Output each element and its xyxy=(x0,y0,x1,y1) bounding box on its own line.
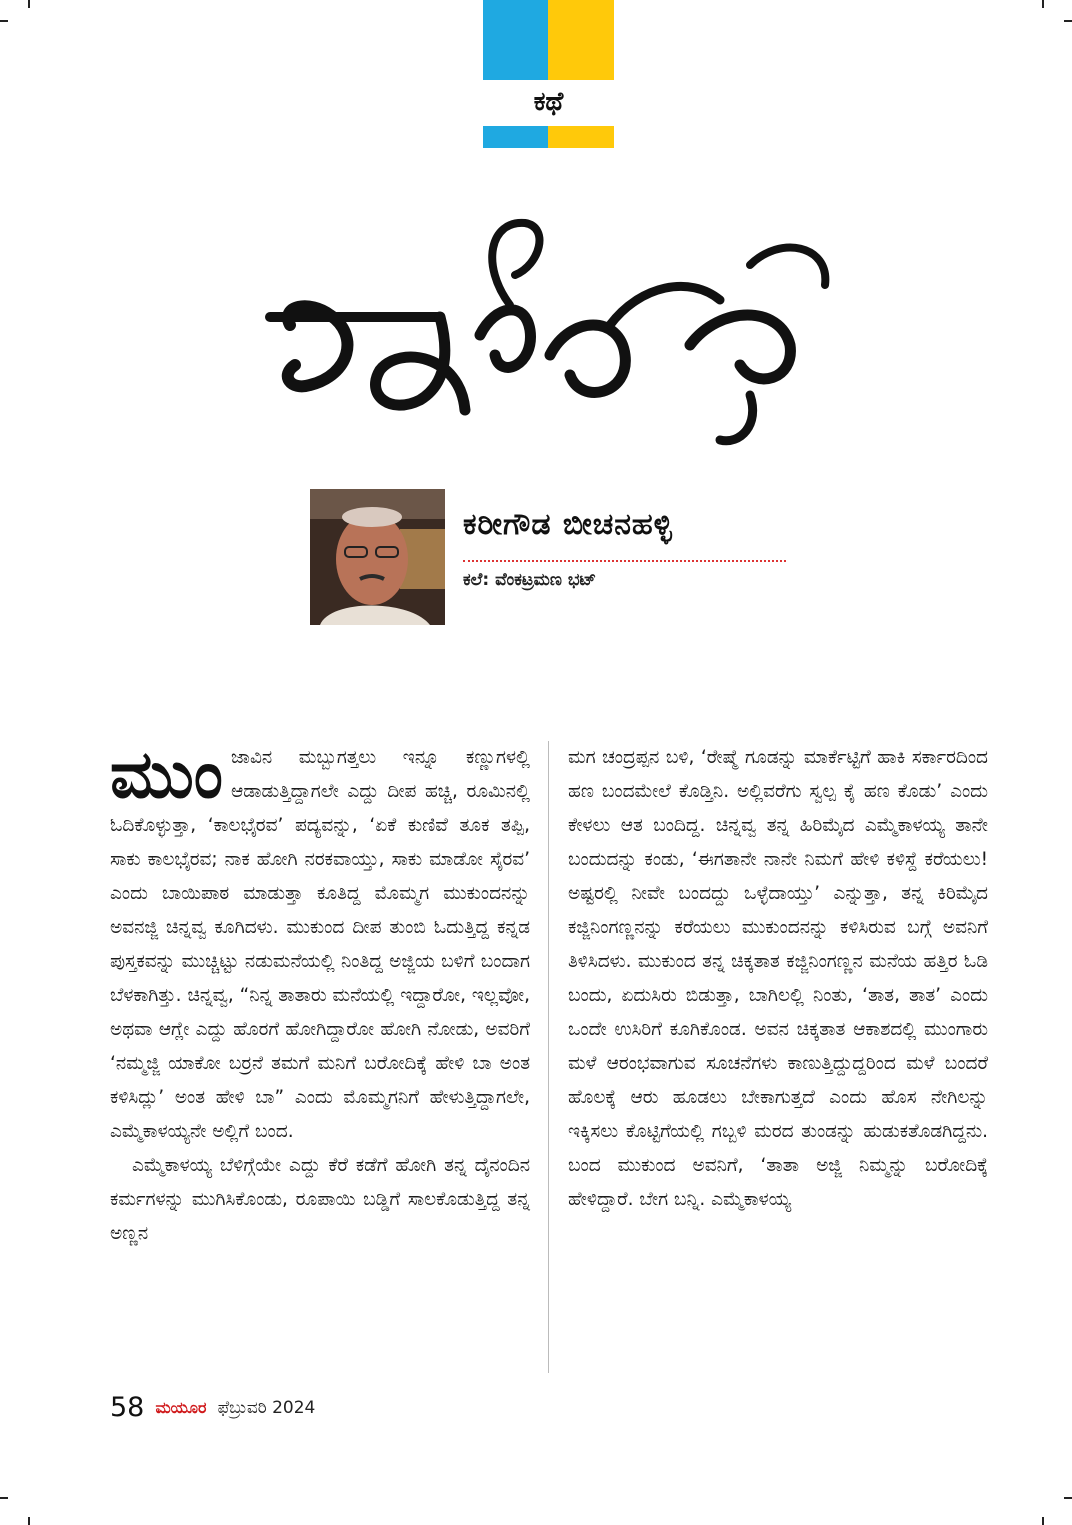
drop-cap: ಮುಂ xyxy=(110,736,223,813)
crop-mark xyxy=(28,0,30,8)
section-label: ಕಥೆ xyxy=(533,87,564,117)
logo-blue-block xyxy=(483,0,548,80)
paragraph xyxy=(110,736,530,1149)
paragraph: ಎಮ್ಮೆಕಾಳಯ್ಯ ಬೆಳಿಗ್ಗೆಯೇ ಎದ್ದು ಕೆರೆ ಕಡೆಗೆ ಹೋಗಿ ತನ್ನ ದೈನಂದಿನ ಕರ್ಮಗಳನ್ನು ಮುಗಿಸಿಕೊಂಡು, ರೂಪಾಯಿ ಬಡ್ಡಿಗೆ ಸಾಲಕೊಡುತ್ತಿದ್ದ ತನ್ನ ಅಣ್ಣನ xyxy=(110,1155,530,1244)
paragraph-text: ಜಾವಿನ ಮಬ್ಬುಗತ್ತಲು ಇನ್ನೂ ಕಣ್ಣುಗಳಲ್ಲಿ ಆಡಾಡುತ್ತಿದ್ದಾಗಲೇ ಎದ್ದು ದೀಪ ಹಚ್ಚಿ, ರೂಮಿನಲ್ಲಿ ಓದಿಕೊಳ್ಳುತ್ತಾ, ‘ಕಾಲಭೈರವ’ ಪದ್ಯವನ್ನು, ‘ಏಕೆ ಕುಣಿವೆ ತೂಕ ತಪ್ಪಿ, ಸಾಕು ಕಾಲಭೈರವ; ನಾಕ ಹೋಗಿ ನರಕವಾಯ್ತು, ಸಾಕು ಮಾಡೋ ಸೈರವ’ ಎಂದು ಬಾಯಿಪಾಠ ಮಾಡುತ್ತಾ ಕೂತಿದ್ದ ಮೊಮ್ಮಗ ಮುಕುಂದನನ್ನು ಅವನಜ್ಜಿ ಚಿನ್ನವ್ವ ಕೂಗಿದಳು. ಮುಕುಂದ ದೀಪ ತುಂಬಿ ಓದುತ್ತಿದ್ದ ಕನ್ನಡ ಪುಸ್ತಕವನ್ನು ಮುಚ್ಚಿಟ್ಟು ನಡುಮನೆಯಲ್ಲಿ ನಿಂತಿದ್ದ ಅಜ್ಜಿಯ ಬಳಿಗೆ ಬಂದಾಗ ಬೆಳಕಾಗಿತ್ತು. ಚಿನ್ನವ್ವ, “ನಿನ್ನ ತಾತಾರು ಮನೆಯಲ್ಲಿ ಇದ್ದಾರೋ, ಇಲ್ಲವೋ, ಅಥವಾ ಆಗ್ಲೇ ಎದ್ದು ಹೊರಗೆ ಹೋಗಿದ್ದಾರೋ ಹೋಗಿ ನೋಡು, ಅವರಿಗೆ ‘ನಮ್ಮಜ್ಜಿ ಯಾಕೋ ಬರ್ರನೆ ತಮಗೆ ಮನಿಗೆ ಬರೋದಿಕ್ಕೆ ಹೇಳಿ ಬಾ ಅಂತ ಕಳಿಸಿದ್ಲು’ ಅಂತ ಹೇಳಿ ಬಾ” ಎಂದು ಮೊಮ್ಮಗನಿಗೆ ಹೇಳುತ್ತಿದ್ದಾಗಲೇ, ಎಮ್ಮೆಕಾಳಯ್ಯನೇ ಅಲ್ಲಿಗೆ ಬಂದ. xyxy=(110,747,530,1142)
author-photo xyxy=(310,489,445,625)
crop-mark xyxy=(1064,20,1072,22)
body-column-left xyxy=(110,736,530,1251)
crop-mark xyxy=(1042,1517,1044,1525)
magazine-name: ಮಯೂರ xyxy=(155,1397,207,1417)
author-divider xyxy=(463,560,786,562)
author-name: ಕರೀಗೌಡ ಬೀಚನಹಳ್ಳಿ xyxy=(463,507,673,542)
crop-mark xyxy=(0,20,8,22)
page-number: 58 xyxy=(110,1392,145,1423)
logo-yellow-block xyxy=(548,0,614,80)
page-footer xyxy=(110,1392,315,1426)
section-logo xyxy=(483,0,614,148)
illustrator-credit: ಕಲೆ: ವೆಂಕಟ್ರಮಣ ಭಟ್ xyxy=(463,570,597,590)
crop-mark xyxy=(0,1497,8,1499)
crop-mark xyxy=(28,1517,30,1525)
paragraph: ಮಗ ಚಂದ್ರಪ್ಪನ ಬಳಿ, ‘ರೇಷ್ಮೆ ಗೂಡನ್ನು ಮಾರ್ಕೆಟ್ಟಿಗೆ ಹಾಕಿ ಸರ್ಕಾರದಿಂದ ಹಣ ಬಂದಮೇಲೆ ಕೊಡ್ತಿನಿ. ಅಲ್ಲಿವರೆಗು ಸ್ವಲ್ಪ ಕೈ ಹಣ ಕೊಡು’ ಎಂದು ಕೇಳಲು ಆತ ಬಂದಿದ್ದ. ಚಿನ್ನವ್ವ ತನ್ನ ಹಿರಿಮೈದ ಎಮ್ಮೆಕಾಳಯ್ಯ ತಾನೇ ಬಂದುದನ್ನು ಕಂಡು, ‘ಈಗತಾನೇ ನಾನೇ ನಿಮಗೆ ಹೇಳಿ ಕಳಿಸ್ದೆ ಕರೆಯಲು! ಅಷ್ಟರಲ್ಲಿ ನೀವೇ ಬಂದದ್ದು ಒಳ್ಳೆದಾಯ್ತು’ ಎನ್ನುತ್ತಾ, ತನ್ನ ಕಿರಿಮೈದ ಕಜ್ಜಿನಿಂಗಣ್ಣನನ್ನು ಕರೆಯಲು ಮುಕುಂದನನ್ನು ಕಳಿಸಿರುವ ಬಗ್ಗೆ ಅವನಿಗೆ ತಿಳಿಸಿದಳು. ಮುಕುಂದ ತನ್ನ ಚಿಕ್ಕತಾತ ಕಜ್ಜಿನಿಂಗಣ್ಣನ ಮನೆಯ ಹತ್ತಿರ ಓಡಿ ಬಂದು, ಏದುಸಿರು ಬಿಡುತ್ತಾ, ಬಾಗಿಲಲ್ಲಿ ನಿಂತು, ‘ತಾತ, ತಾತ’ ಎಂದು ಒಂದೇ ಉಸಿರಿಗೆ ಕೂಗಿಕೊಂಡ. ಅವನ ಚಿಕ್ಕತಾತ ಆಕಾಶದಲ್ಲಿ ಮುಂಗಾರು ಮಳೆ ಆರಂಭವಾಗುವ ಸೂಚನೆಗಳು ಕಾಣುತ್ತಿದ್ದುದ್ದರಿಂದ ಮಳೆ ಬಂದರೆ ಹೊಲಕ್ಕೆ ಆರು ಹೂಡಲು ಬೇಕಾಗುತ್ತದೆ ಎಂದು ಹೊಸ ನೇಗಿಲನ್ನು ಇಕ್ಕಿಸಲು ಕೊಟ್ಟಿಗೆಯಲ್ಲಿ ಗಬ್ಬಳಿ ಮರದ ತುಂಡನ್ನು ಹುಡುಕತೊಡಗಿದ್ದನು. ಬಂದ ಮುಕುಂದ ಅವನಿಗೆ, ‘ತಾತಾ ಅಜ್ಜಿ ನಿಮ್ಮನ್ನು ಬರೋದಿಕ್ಕೆ ಹೇಳಿದ್ದಾರೆ. ಬೇಗ ಬನ್ನಿ. ಎಮ್ಮೆಕಾಳಯ್ಯ xyxy=(568,747,988,1210)
column-divider xyxy=(548,741,549,1373)
logo-blue-bar xyxy=(483,126,548,148)
issue-date: ಫೆಬ್ರುವರಿ 2024 xyxy=(217,1397,316,1418)
story-title-calligraphy xyxy=(250,205,850,465)
crop-mark xyxy=(1064,1497,1072,1499)
crop-mark xyxy=(1042,0,1044,8)
body-column-right xyxy=(568,741,988,1217)
logo-yellow-bar xyxy=(548,126,614,148)
